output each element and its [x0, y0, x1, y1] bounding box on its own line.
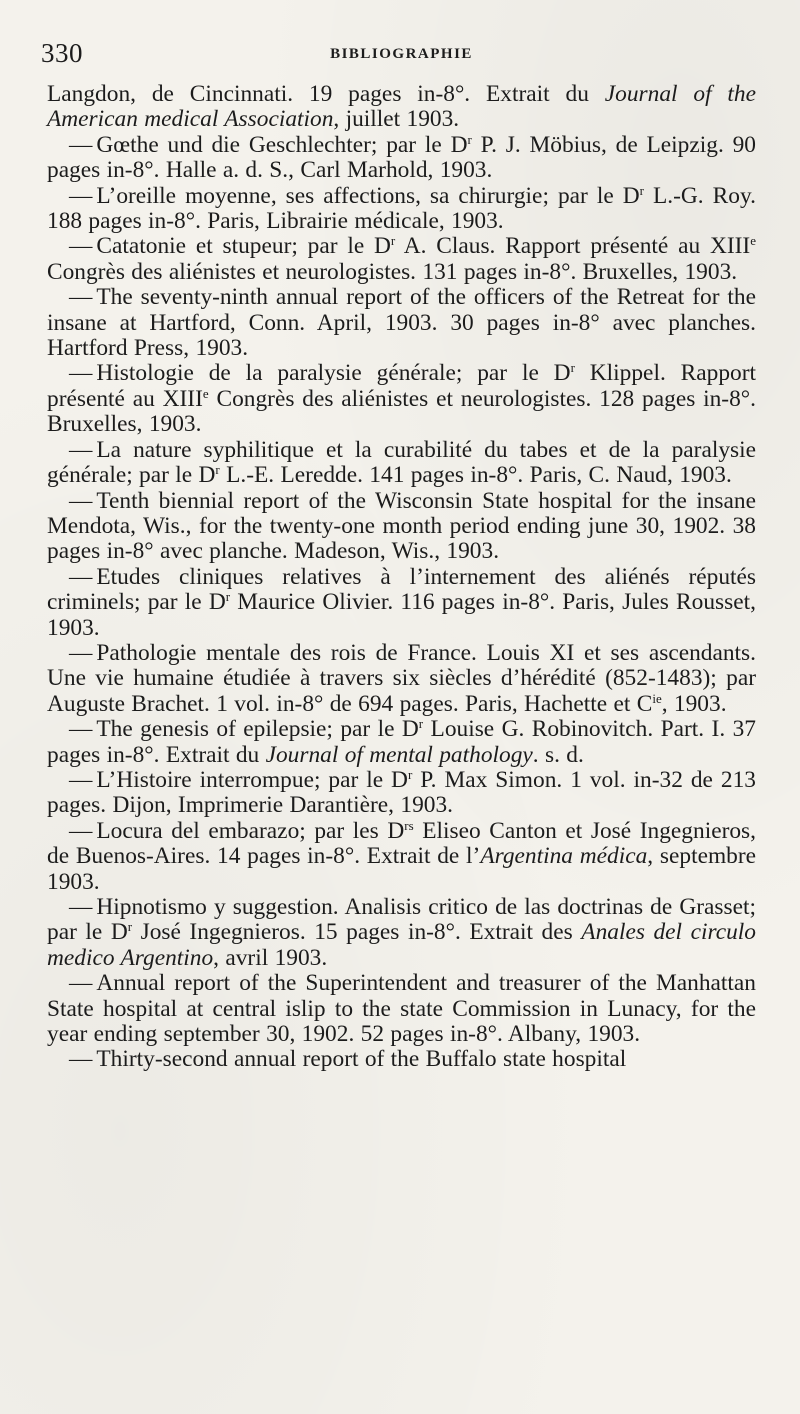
entry-dash: — [69, 563, 93, 590]
bibliography-entry [47, 819, 756, 895]
superscript: r [570, 360, 575, 376]
entry-text: Klippel. Rapport présenté au XIII [47, 360, 756, 412]
superscript: r [467, 131, 472, 147]
superscript: r [215, 462, 220, 478]
entry-text: José Ingegnieros. 15 pages in-8°. Extrait des [132, 919, 582, 946]
italic-title: Anales del circulo medico Argentino [47, 919, 756, 971]
entry-text: The seventy-ninth annual report of the officers of the Retreat for the insane at Hartford, Conn. April, 1903. 30 pages in-8° avec planches. Hartford Press, 1903. [47, 284, 756, 362]
entry-text: Thirty-second annual report of the Buffalo state hospital [96, 1046, 627, 1073]
superscript: r [225, 589, 231, 605]
entry-text: L’Histoire interrompue; par le D [96, 766, 408, 793]
entry-text: Gœthe und die Geschlechter; par le D [96, 131, 468, 158]
entry-text: , septembre 1903. [47, 843, 757, 895]
superscript: e [750, 233, 756, 249]
entry-dash: — [69, 894, 93, 920]
bibliography-entry [47, 489, 756, 565]
bibliography-entry [47, 234, 756, 285]
entry-text: L’oreille moyenne, ses affections, sa chirurgie; par le D [96, 182, 640, 209]
entry-text: L.-G. Roy. 188 pages in-8°. Paris, Librairie médicale, 1903. [47, 182, 756, 235]
bibliography-entry [47, 895, 756, 971]
entry-text: The genesis of epilepsie; par le D [96, 716, 419, 743]
entry-dash: — [69, 233, 93, 260]
entry-text: , 1903. [661, 690, 727, 717]
entry-text: Annual report of the Superintendent and treasurer of the Manhattan State hospital at central islip to the state Commission in Lunacy, for the year ending september 30, 1902. 52 pages in-8°. Albany, 1903. [47, 970, 756, 1048]
bibliography-entry [47, 1047, 756, 1072]
entry-text: Maurice Olivier. 116 pages in-8°. Paris, Jules Rousset, 1903. [47, 589, 756, 641]
entry-text: , juillet 1903. [333, 106, 460, 133]
bibliography-entry [47, 565, 756, 641]
entry-dash: — [69, 716, 93, 743]
italic-title: Journal of mental pathology [265, 741, 533, 768]
entry-dash: — [69, 360, 93, 387]
entry-dash: — [69, 1046, 93, 1073]
italic-title: Journal of the American medical Association [47, 81, 757, 133]
entry-text: . s. d. [532, 741, 584, 768]
bibliography-entry [47, 438, 756, 489]
bibliography-entry [47, 184, 756, 235]
bibliography-entry [47, 641, 756, 717]
entry-text: Congrès des aliénistes et neurologistes. 131 pages in-8°. Bruxelles, 1903. [47, 258, 738, 285]
running-head: BIBLIOGRAPHIE [330, 46, 473, 62]
italic-title: Argentina médica [480, 843, 648, 870]
entry-text: Louise G. Robinovitch. Part. I. 37 pages in-8°. Extrait du [47, 716, 756, 768]
entry-text: P. Max Simon. 1 vol. in-32 de 213 pages. Dijon, Imprimerie Darantière, 1903. [47, 766, 756, 819]
bibliography-entry [47, 768, 756, 819]
superscript: r [390, 233, 396, 249]
bibliography-entry [47, 971, 756, 1047]
entry-text: Eliseo Canton et José Ingegnieros, de Buenos-Aires. 14 pages in-8°. Extrait de l’ [47, 817, 757, 870]
entry-text: Tenth biennial report of the Wisconsin State hospital for the insane Mendota, Wis., for the twenty-one month period ending june 30, 1902. 38 pages in-8° avec planche. Madeson, Wis., 1903. [47, 487, 756, 565]
entry-dash: — [69, 487, 93, 514]
entry-text: Pathologie mentale des rois de France. Louis XI et ses ascendants. Une vie humaine étudiée à travers six siècles d’hérédité (852-1483); par Auguste Brachet. 1 vol. in-8° de 694 pages. Paris, Hachette et C [47, 639, 756, 717]
entry-text: A. Claus. Rapport présenté au XIII [395, 233, 751, 260]
entry-text: Etudes cliniques relatives à l’internement des aliénés réputés criminels; par le D [47, 563, 756, 616]
bibliography-entry [47, 133, 756, 184]
entry-dash: — [69, 970, 93, 997]
entry-dash: — [69, 639, 93, 666]
entry-dash: — [69, 817, 93, 844]
entry-dash: — [69, 284, 93, 311]
superscript: ie [652, 690, 662, 706]
entry-text: L.-E. Leredde. 141 pages in-8°. Paris, C. Naud, 1903. [219, 462, 732, 489]
bibliography-entries [47, 82, 756, 1073]
superscript: r [639, 182, 644, 198]
entry-text: Locura del embarazo; par les D [96, 817, 405, 844]
superscript: r [418, 716, 424, 732]
bibliography-entry [47, 361, 756, 437]
bibliography-entry [47, 82, 756, 133]
bibliography-entry [47, 285, 756, 361]
entry-text: Hipnotismo y suggestion. Analisis critico de las doctrinas de Grasset; par le D [47, 894, 756, 946]
superscript: rs [404, 817, 414, 833]
page-number: 330 [41, 38, 83, 68]
entry-text: Langdon, de Cincinnati. 19 pages in-8°. Extrait du [47, 81, 605, 107]
entry-text: P. J. Möbius, de Leipzig. 90 pages in-8°. Halle a. d. S., Carl Marhold, 1903. [47, 131, 757, 184]
entry-text: Congrès des aliénistes et neurologistes. 128 pages in-8°. Bruxelles, 1903. [47, 385, 756, 438]
entry-dash: — [69, 131, 93, 158]
page-header [41, 38, 756, 82]
entry-dash: — [69, 766, 93, 793]
superscript: e [202, 385, 209, 401]
superscript: r [127, 919, 133, 935]
entry-dash: — [69, 182, 93, 209]
entry-text: Catatonie et stupeur; par le D [96, 233, 391, 260]
superscript: r [407, 766, 413, 782]
entry-text: Histologie de la paralysie générale; par le D [96, 360, 571, 387]
entry-text: , avril 1903. [213, 944, 328, 971]
entry-dash: — [69, 436, 93, 463]
entry-text: La nature syphilitique et la curabilité du tabes et de la paralysie générale; par le D [47, 436, 756, 489]
bibliography-entry [47, 717, 756, 768]
